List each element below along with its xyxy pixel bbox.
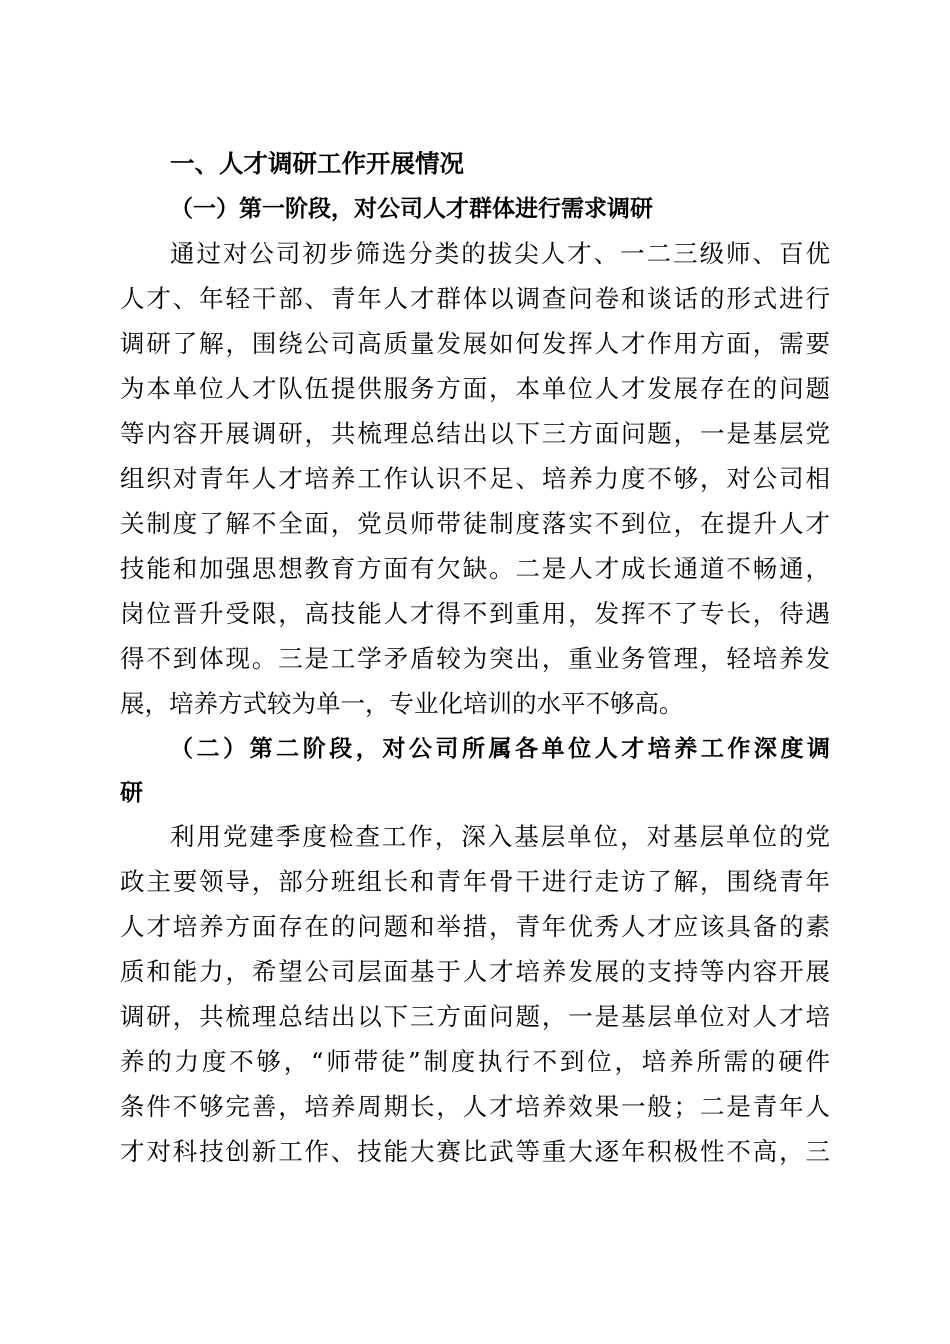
paragraph-line: 技能和加强思想教育方面有欠缺。二是人才成长通道不畅通， [120, 554, 830, 583]
paragraph-line: 等内容开展调研，共梳理总结出以下三方面问题，一是基层党 [120, 419, 830, 448]
paragraph-line: 展，培养方式较为单一，专业化培训的水平不够高。 [120, 689, 684, 718]
paragraph-line: 政主要领导，部分班组长和青年骨干进行走访了解，围绕青年 [120, 867, 830, 896]
paragraph-line: 质和能力，希望公司层面基于人才培养发展的支持等内容开展 [120, 957, 830, 986]
paragraph-line: 调研，共梳理总结出以下三方面问题，一是基层单位对人才培 [120, 1002, 830, 1031]
paragraph-line: 利用党建季度检查工作，深入基层单位，对基层单位的党 [170, 822, 830, 851]
paragraph-line: 养的力度不够，“师带徒”制度执行不到位，培养所需的硬件 [120, 1047, 830, 1076]
paragraph-line: 岗位晋升受限，高技能人才得不到重用，发挥不了专长，待遇 [120, 599, 830, 628]
paragraph-line: 人才培养方面存在的问题和举措，青年优秀人才应该具备的素 [120, 912, 830, 941]
paragraph-line: 关制度了解不全面，党员师带徒制度落实不到位，在提升人才 [120, 509, 830, 538]
subsection-heading-1: （一）第一阶段，对公司人才群体进行需求调研 [170, 196, 653, 222]
paragraph-line: 组织对青年人才培养工作认识不足、培养力度不够，对公司相 [120, 464, 830, 493]
paragraph-line: 人才、年轻干部、青年人才群体以调查问卷和谈话的形式进行 [120, 284, 830, 313]
paragraph-line: 通过对公司初步筛选分类的拔尖人才、一二三级师、百优 [170, 239, 830, 268]
paragraph-line: 得不到体现。三是工学矛盾较为突出，重业务管理，轻培养发 [120, 644, 830, 673]
paragraph-line: 为本单位人才队伍提供服务方面，本单位人才发展存在的问题 [120, 374, 830, 403]
paragraph-line: 调研了解，围绕公司高质量发展如何发挥人才作用方面，需要 [120, 329, 830, 358]
paragraph-line: 条件不够完善，培养周期长，人才培养效果一般；二是青年人 [120, 1092, 830, 1121]
subsection-heading-2-continued: 研 [120, 780, 143, 806]
subsection-heading-2: （二）第二阶段，对公司所属各单位人才培养工作深度调 [170, 736, 830, 762]
section-heading-1: 一、人才调研工作开展情况 [170, 149, 464, 178]
paragraph-line: 才对科技创新工作、技能大赛比武等重大逐年积极性不高，三 [120, 1137, 830, 1166]
